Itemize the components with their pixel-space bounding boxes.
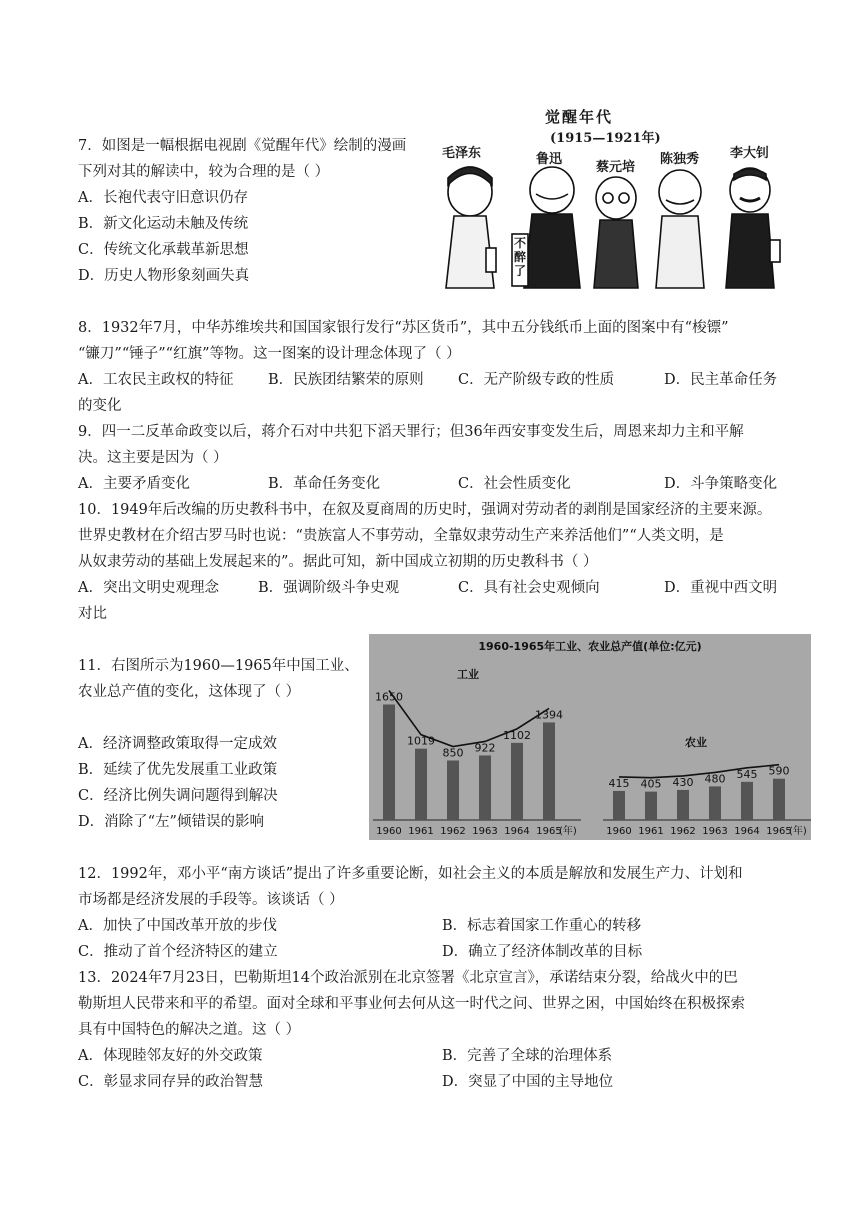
cartoon-sign-text: 不醉了 bbox=[514, 236, 527, 278]
cartoon-figures-illustration bbox=[440, 160, 790, 290]
agriculture-year-label-1961: 1961 bbox=[638, 826, 664, 837]
q10-option-b[interactable]: B．强调阶级斗争史观 bbox=[258, 580, 400, 596]
q8-option-a[interactable]: A．工农民主政权的特征 bbox=[78, 372, 234, 388]
industry-year-label-1961: 1961 bbox=[408, 826, 434, 837]
industry-value-label-1965: 1394 bbox=[535, 708, 563, 722]
q13-option-c[interactable]: C．彰显求同存异的政治智慧 bbox=[78, 1074, 264, 1090]
q12-option-d[interactable]: D．确立了经济体制改革的目标 bbox=[442, 944, 643, 960]
q8-stem-line1: 8．1932年7月，中华苏维埃共和国国家银行发行“苏区货币”，其中五分钱纸币上面的图案中有“梭镖” bbox=[78, 320, 729, 336]
q7-option-c[interactable]: C．传统文化承载革新思想 bbox=[78, 242, 249, 258]
agriculture-bar-1965 bbox=[773, 779, 785, 820]
q8-option-b[interactable]: B．民族团结繁荣的原则 bbox=[268, 372, 424, 388]
q9-option-b[interactable]: B．革命任务变化 bbox=[268, 476, 381, 492]
q9-stem-line2: 决。这主要是因为（ ） bbox=[78, 450, 228, 466]
agriculture-year-label-1963: 1963 bbox=[702, 826, 728, 837]
agriculture-value-label-1963: 480 bbox=[704, 772, 726, 786]
q9-option-d[interactable]: D．斗争策略变化 bbox=[664, 476, 778, 492]
industry-value-label-1960: 1650 bbox=[375, 690, 403, 704]
industry-bar-1963 bbox=[479, 755, 491, 820]
industry-bar-1962 bbox=[447, 761, 459, 821]
q7-stem-line1: 7．如图是一幅根据电视剧《觉醒年代》绘制的漫画 bbox=[78, 138, 407, 154]
q9-stem-line1: 9．四一二反革命政变以后，蒋介石对中共犯下滔天罪行；但36年西安事变发生后，周恩来却力主和平解 bbox=[78, 424, 744, 440]
agriculture-bar-1963 bbox=[709, 786, 721, 820]
industry-bar-1961 bbox=[415, 749, 427, 820]
agriculture-value-label-1960: 415 bbox=[608, 776, 630, 790]
q11-stem-line1: 11．右图所示为1960—1965年中国工业、 bbox=[78, 658, 359, 674]
q8-option-d[interactable]: D．民主革命任务 bbox=[664, 372, 778, 388]
industry-year-label-1960: 1960 bbox=[376, 826, 402, 837]
q7-option-b[interactable]: B．新文化运动未触及传统 bbox=[78, 216, 249, 232]
q7-option-a[interactable]: A．长袍代表守旧意识仍存 bbox=[78, 190, 248, 206]
agriculture-year-label-1965: 1965 bbox=[766, 826, 792, 837]
q12-option-b[interactable]: B．标志着国家工作重心的转移 bbox=[442, 918, 642, 934]
industry-value-label-1963: 922 bbox=[474, 741, 496, 755]
agriculture-bar-1961 bbox=[645, 792, 657, 820]
q12-option-c[interactable]: C．推动了首个经济特区的建立 bbox=[78, 944, 278, 960]
q11-option-a[interactable]: A．经济调整政策取得一定成效 bbox=[78, 736, 277, 752]
cartoon-name-mao: 毛泽东 bbox=[442, 146, 482, 161]
industry-bar-1960 bbox=[383, 705, 395, 821]
q13-stem-line2: 勒斯坦人民带来和平的希望。面对全球和平事业何去何从这一时代之问、世界之困，中国始终在积极探索 bbox=[78, 996, 745, 1012]
q13-option-b[interactable]: B．完善了全球的治理体系 bbox=[442, 1048, 613, 1064]
industry-value-label-1961: 1019 bbox=[407, 734, 435, 748]
q11-option-c[interactable]: C．经济比例失调问题得到解决 bbox=[78, 788, 278, 804]
chart-title: 1960-1965年工业、农业总产值(单位:亿元) bbox=[478, 640, 702, 653]
q10-option-a[interactable]: A．突出文明史观理念 bbox=[78, 580, 219, 596]
industry-bar-1965 bbox=[543, 722, 555, 820]
agriculture-value-label-1962: 430 bbox=[672, 775, 694, 789]
output-value-chart bbox=[369, 634, 811, 840]
agriculture-year-label-1960: 1960 bbox=[606, 826, 632, 837]
cartoon-name-luxun: 鲁迅 bbox=[536, 152, 563, 167]
q13-stem-line3: 具有中国特色的解决之道。这（ ） bbox=[78, 1022, 301, 1038]
q12-stem-line2: 市场都是经济发展的手段等。该谈话（ ） bbox=[78, 892, 344, 908]
q8-option-c[interactable]: C．无产阶级专政的性质 bbox=[458, 372, 615, 388]
q12-option-a[interactable]: A．加快了中国改革开放的步伐 bbox=[78, 918, 277, 934]
q7-option-d[interactable]: D．历史人物形象刻画失真 bbox=[78, 268, 250, 284]
agriculture-value-label-1961: 405 bbox=[640, 777, 662, 791]
industry-value-label-1962: 850 bbox=[442, 746, 464, 760]
industry-year-label-1963: 1963 bbox=[472, 826, 498, 837]
q13-option-a[interactable]: A．体现睦邻友好的外交政策 bbox=[78, 1048, 263, 1064]
q7-stem-line2: 下列对其的解读中，较为合理的是（ ） bbox=[78, 164, 330, 180]
q13-option-d[interactable]: D．突显了中国的主导地位 bbox=[442, 1074, 614, 1090]
q9-option-c[interactable]: C．社会性质变化 bbox=[458, 476, 571, 492]
agriculture-bar-1960 bbox=[613, 791, 625, 820]
q11-option-d[interactable]: D．消除了“左”倾错误的影响 bbox=[78, 814, 264, 830]
cartoon-name-chen: 陈独秀 bbox=[660, 152, 700, 167]
agriculture-series-label: 农业 bbox=[685, 736, 707, 749]
awakening-age-cartoon bbox=[440, 100, 790, 290]
q9-option-a[interactable]: A．主要矛盾变化 bbox=[78, 476, 190, 492]
q10-option-c[interactable]: C．具有社会史观倾向 bbox=[458, 580, 600, 596]
industry-value-label-1964: 1102 bbox=[503, 728, 531, 742]
industry-year-label-1962: 1962 bbox=[440, 826, 466, 837]
q10-stem-line2: 世界史教材在介绍古罗马时也说：“贵族富人不事劳动，全靠奴隶劳动生产来养活他们”“人类文明，是 bbox=[78, 528, 724, 544]
q10-option-d[interactable]: D．重视中西文明 bbox=[664, 580, 778, 596]
industry-year-label-1964: 1964 bbox=[504, 826, 530, 837]
q10-stem-line3: 从奴隶劳动的基础上发展起来的”。据此可知，新中国成立初期的历史教科书（ ） bbox=[78, 554, 598, 570]
industry-year-label-1965: 1965 bbox=[536, 826, 562, 837]
industry-bar-1964 bbox=[511, 743, 523, 820]
cartoon-name-li: 李大钊 bbox=[730, 146, 770, 161]
agriculture-value-label-1964: 545 bbox=[736, 767, 758, 781]
q8-option-d-tail: 的变化 bbox=[78, 398, 122, 414]
q11-option-b[interactable]: B．延续了优先发展重工业政策 bbox=[78, 762, 278, 778]
q11-stem-line2: 农业总产值的变化，这体现了（ ） bbox=[78, 684, 301, 700]
cartoon-name-cai: 蔡元培 bbox=[596, 160, 636, 175]
agriculture-year-label-1964: 1964 bbox=[734, 826, 760, 837]
agriculture-bar-1964 bbox=[741, 782, 753, 820]
q10-option-d-tail: 对比 bbox=[78, 606, 107, 622]
industry-unit-label: (年) bbox=[559, 826, 577, 837]
agriculture-value-label-1965: 590 bbox=[768, 764, 790, 778]
cartoon-title: 觉醒年代 bbox=[545, 108, 614, 126]
agriculture-year-label-1962: 1962 bbox=[670, 826, 696, 837]
q12-stem-line1: 12．1992年，邓小平“南方谈话”提出了许多重要论断，如社会主义的本质是解放和发展生产力、计划和 bbox=[78, 866, 743, 882]
q8-stem-line2: “镰刀”“锤子”“红旗”等物。这一图案的设计理念体现了（ ） bbox=[78, 346, 461, 362]
industry-series-label: 工业 bbox=[457, 668, 479, 681]
agriculture-unit-label: (年) bbox=[789, 826, 807, 837]
cartoon-subtitle: (1915—1921年) bbox=[550, 131, 661, 146]
q13-stem-line1: 13．2024年7月23日，巴勒斯坦14个政治派别在北京签署《北京宣言》，承诺结束分裂，给战火中的巴 bbox=[78, 970, 738, 986]
agriculture-bar-1962 bbox=[677, 790, 689, 820]
q10-stem-line1: 10．1949年后改编的历史教科书中，在叙及夏商周的历史时，强调对劳动者的剥削是国家经济的主要来源。 bbox=[78, 502, 772, 518]
